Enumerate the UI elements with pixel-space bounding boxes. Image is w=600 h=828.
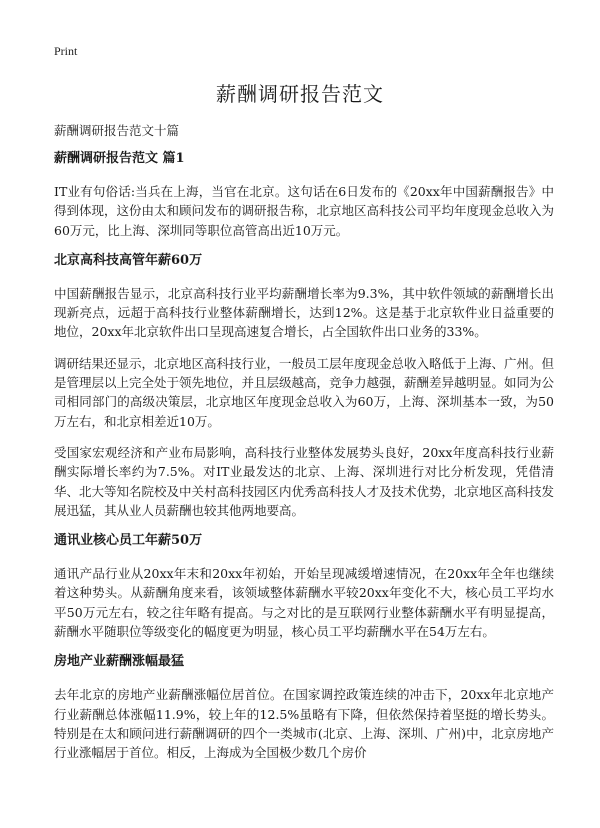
paragraph: 调研结果还显示，北京地区高科技行业，一般员工层年度现金总收入略低于上海、广州。但是管理层以上完全处于领先地位，并且层级越高，竞争力越强，薪酬差异越明显。如同为公司相同部门的高级决策层，北京地区年度现金总收入为60万，上海、深圳基本一致，为50万左右，和北京相差近10万。: [54, 355, 555, 429]
section-3: [54, 532, 554, 641]
paragraph: 通讯产品行业从20xx年末和20xx年初始，开始呈现减缓增速情况，在20xx年全年也继续着这种势头。从薪酬角度来看，该领域整体薪酬水平较20xx年变化不大，核心员工平均水平50万元左右，较之往年略有提高。与之对比的是互联网行业整体薪酬水平有明显提高，薪酬水平随职位等级变化的幅度更为明显，核心员工平均薪酬水平在54万左右。: [54, 566, 554, 640]
section-heading: 房地产业薪酬涨幅最猛: [54, 654, 185, 670]
print-link[interactable]: Print: [54, 44, 78, 58]
section-4: [54, 653, 554, 762]
section-heading: 北京高科技高管年薪60万: [54, 252, 203, 268]
section-heading: 薪酬调研报告范文 篇1: [54, 151, 185, 166]
section-1: [54, 150, 554, 240]
document-body: [54, 150, 554, 775]
section-2: [54, 252, 554, 520]
document-title: 薪酬调研报告范文: [216, 82, 384, 106]
paragraph: 中国薪酬报告显示，北京高科技行业平均薪酬增长率为9.3%，其中软件领域的薪酬增长出现新亮点，远超于高科技行业整体薪酬增长，达到12%。这是基于北京软件业日益重要的地位，20xx年北京软件出口呈现高速复合增长，占全国软件出口业务的33%。: [54, 285, 554, 340]
paragraph: IT业有句俗话:当兵在上海，当官在北京。这句话在6日发布的《20xx年中国薪酬报告》中得到体现，这份由太和顾问发布的调研报告称，北京地区高科技公司平均年度现金总收入为60万元，比上海、深圳同等职位高管高出近10万元。: [54, 184, 555, 238]
section-heading: 通讯业核心员工年薪50万: [54, 533, 203, 549]
paragraph: 去年北京的房地产业薪酬涨幅位居首位。在国家调控政策连续的冲击下，20xx年北京地产行业薪酬总体涨幅11.9%，较上年的12.5%虽略有下降，但依然保持着坚挺的增长势头。特别是在太和顾问进行薪酬调研的四个一类城市(北京、上海、深圳、广州)中，北京房地产行业涨幅居于首位。相反，上海成为全国极少数几个房价: [54, 687, 554, 761]
document-subtitle: 薪酬调研报告范文十篇: [54, 123, 180, 138]
paragraph: 受国家宏观经济和产业布局影响，高科技行业整体发展势头良好，20xx年度高科技行业薪酬实际增长率约为7.5%。对IT业最发达的北京、上海、深圳进行对比分析发现，凭借清华、北大等知名院校及中关村高科技园区内优秀高科技人才及技术优势，北京地区高科技发展迅猛，其从业人员薪酬也较其他两地要高。: [54, 444, 555, 518]
